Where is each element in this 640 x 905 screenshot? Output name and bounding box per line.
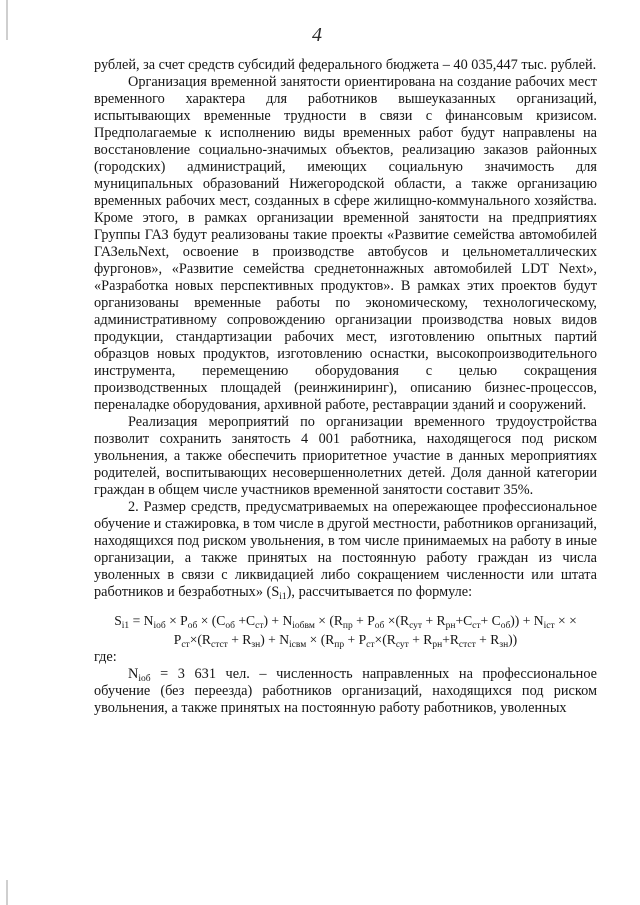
formula-subscript: стст — [458, 640, 476, 650]
formula-subscript: iст — [543, 621, 555, 631]
item2-symbol-subscript: i1 — [279, 592, 287, 602]
formula-text: )) + N — [510, 613, 544, 628]
formula-text: ×(R — [189, 632, 211, 647]
formula-text: × (R — [306, 632, 335, 647]
formula-line-2 — [94, 630, 597, 649]
formula-text: × × — [554, 613, 577, 628]
scan-edge-mark-bottom — [6, 880, 8, 905]
formula-subscript: об — [187, 621, 198, 631]
formula-text: + R — [227, 632, 252, 647]
scan-edge-mark-top — [6, 0, 8, 40]
definition-symbol-subscript: iоб — [138, 674, 151, 684]
formula-subscript: пр — [342, 621, 353, 631]
paragraph-budget-continuation: рублей, за счет средств субсидий федерального бюджета – 40 035,447 тыс. рублей. — [94, 57, 597, 73]
definition-n-iob — [94, 666, 597, 717]
formula-text: )) — [508, 632, 518, 647]
formula-subscript: пр — [334, 640, 345, 650]
formula-subscript: сут — [409, 621, 423, 631]
definition-text: = 3 631 чел. – численность направленных на профессиональное обучение (без переезда) работников организаций, находящихся под риском увольнения, а также принятых на постоянную работу работников, уволенных — [94, 666, 597, 716]
paragraph-item-2 — [94, 499, 597, 601]
document-body — [94, 57, 597, 717]
formula-subscript: iсвм — [289, 640, 307, 650]
formula-subscript: стст — [210, 640, 228, 650]
formula-text: + C — [480, 613, 501, 628]
formula-subscript: ст — [472, 621, 481, 631]
formula-text: ) + N — [263, 613, 293, 628]
item2-suffix: ), рассчитывается по формуле: — [286, 584, 473, 600]
formula-text: + R — [475, 632, 500, 647]
formula-subscript: рн — [432, 640, 443, 650]
formula-text: +C — [455, 613, 473, 628]
formula-text: + P — [344, 632, 367, 647]
formula-subscript: ст — [366, 640, 375, 650]
item2-text: 2. Размер средств, предусматриваемых на опережающее профессиональное обучение и стажировка, в том числе в другой местности, работников организаций, находящихся под риском увольнения, в том числе принимаемых на работу в иные организации, а также принятых на постоянную работу граждан из числа уволенных в связи с ликвидацией либо сокращением численности или штата работников и безработных» (S — [94, 499, 597, 600]
formula-subscript: iоб — [153, 621, 166, 631]
formula-text: P — [173, 632, 182, 647]
formula-text: × (R — [314, 613, 343, 628]
formula-text: +C — [234, 613, 256, 628]
formula-text: ×(R — [374, 632, 396, 647]
formula-subscript: i1 — [121, 621, 130, 631]
formula-subscript: об — [225, 621, 235, 631]
where-label: где: — [94, 649, 117, 665]
formula-text: + R — [422, 613, 446, 628]
formula-subscript: ст — [181, 640, 190, 650]
formula-subscript: iобвм — [292, 621, 315, 631]
formula-subscript: зн — [251, 640, 261, 650]
formula-subscript: ст — [255, 621, 264, 631]
formula-subscript: зн — [499, 640, 509, 650]
formula-text: ×(R — [384, 613, 410, 628]
formula-subscript: об — [500, 621, 511, 631]
formula-text: ) + N — [260, 632, 290, 647]
formula-text: + P — [352, 613, 375, 628]
formula-text: = N — [129, 613, 154, 628]
formula-text: + R — [408, 632, 433, 647]
definition-symbol: N — [128, 666, 139, 682]
formula-text: × (C — [197, 613, 226, 628]
formula — [94, 611, 597, 649]
formula-line-1 — [94, 611, 597, 630]
paragraph-temporary-employment: Организация временной занятости ориентирована на создание рабочих мест временного характера для работников вышеуказанных организаций, испытывающих временные трудности в связи с финансовым кризисом. Предполагаемые к исполнению виды временных работ будут направлены на восстановление социально-значимых объектов, реализацию заказов районных (городских) администраций, имеющих социальную значимость для муниципальных образований Нижегородской области, а также организацию временных рабочих мест, созданных в сфере жилищно-коммунального хозяйства. Кроме этого, в рамках организации временной занятости на предприятиях Группы ГАЗ будут реализованы такие проекты «Развитие семейства автомобилей ГАЗельNext, освоение в производстве автобусов и цельнометаллических фургонов», «Развитие семейства среднетоннажных автомобилей LDT Next», «Разработка новых перспективных продуктов». В рамках этих проектов будут организованы временные работы по экономическому, технологическому, административному сопровождению организации производства новых видов продукции, стандартизации рабочих мест, изготовлению опытных партий образцов новых продуктов, изготовлению оснастки, высокопроизводительного инструмента, перемещению оборудования с целью сокращения производственных площадей (реинжиниринг), описанию бизнес-процессов, переналадке оборудования, архивной работе, реставрации зданий и сооружений. — [94, 74, 597, 413]
formula-text: +R — [442, 632, 459, 647]
formula-text: × P — [165, 613, 188, 628]
formula-subscript: об — [374, 621, 385, 631]
formula-subscript: сут — [395, 640, 409, 650]
formula-text: S — [114, 613, 122, 628]
formula-subscript: рн — [445, 621, 456, 631]
paragraph-implementation: Реализация мероприятий по организации временного трудоустройства позволит сохранить занятость 4 001 работника, находящегося под риском увольнения, а также обеспечить приоритетное участие в данных мероприятиях родителей, воспитывающих несовершеннолетних детей. Доля данной категории граждан в общем числе участников временной занятости составит 35%. — [94, 414, 597, 498]
page-number: 4 — [312, 24, 322, 46]
